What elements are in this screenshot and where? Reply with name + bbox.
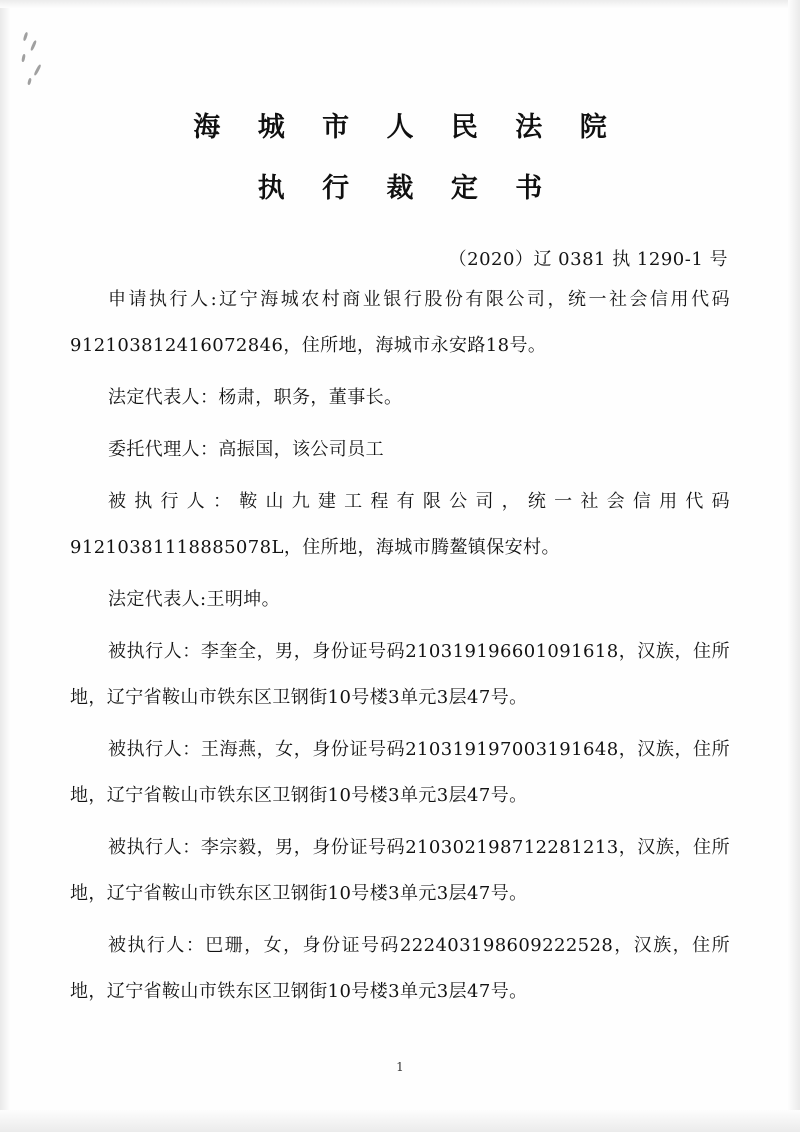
- case-number: （2020）辽 0381 执 1290-1 号: [448, 249, 728, 270]
- paragraph-respondent-2: 被执行人：王海燕，女，身份证号码210319197003191648，汉族，住所地，辽宁省鞍山市铁东区卫钢街10号楼3单元3层47号。: [70, 739, 730, 806]
- paragraph-agent: 委托代理人：高振国，该公司员工: [108, 439, 384, 460]
- document-title: 执 行 裁 定 书: [257, 173, 557, 204]
- paragraph-legal-representative-2: 法定代表人:王明坤。: [108, 589, 281, 610]
- paragraph-respondent-4: 被执行人：巴珊，女，身份证号码222403198609222528，汉族，住所地，辽宁省鞍山市铁东区卫钢街10号楼3单元3层47号。: [70, 935, 730, 1002]
- court-title: 海 城 市 人 民 法 院: [193, 112, 621, 143]
- paragraph-respondent-3: 被执行人：李宗毅，男，身份证号码210302198712281213，汉族，住所地，辽宁省鞍山市铁东区卫钢街10号楼3单元3层47号。: [70, 837, 730, 904]
- paragraph-respondent-1: 被执行人：李奎全，男，身份证号码210319196601091618，汉族，住所地，辽宁省鞍山市铁东区卫钢街10号楼3单元3层47号。: [70, 641, 730, 708]
- scan-edge-top: [0, 0, 800, 8]
- paragraph-legal-representative-1: 法定代表人：杨肃，职务，董事长。: [108, 387, 403, 408]
- scan-edge-left: [0, 0, 10, 1132]
- document-body: [70, 20, 730, 1015]
- scan-edge-right: [788, 0, 800, 1132]
- paragraph-applicant: 申请执行人:辽宁海城农村商业银行股份有限公司，统一社会信用代码912103812416072846，住所地，海城市永安路18号。: [70, 289, 730, 356]
- scan-edge-bottom: [0, 1110, 800, 1132]
- paragraph-respondent-company: 被执行人：鞍山九建工程有限公司，统一社会信用代码91210381118885078L，住所地，海城市腾鳌镇保安村。: [70, 491, 730, 558]
- ink-smudge-marks: [18, 30, 58, 90]
- page-number: 1: [396, 1060, 404, 1074]
